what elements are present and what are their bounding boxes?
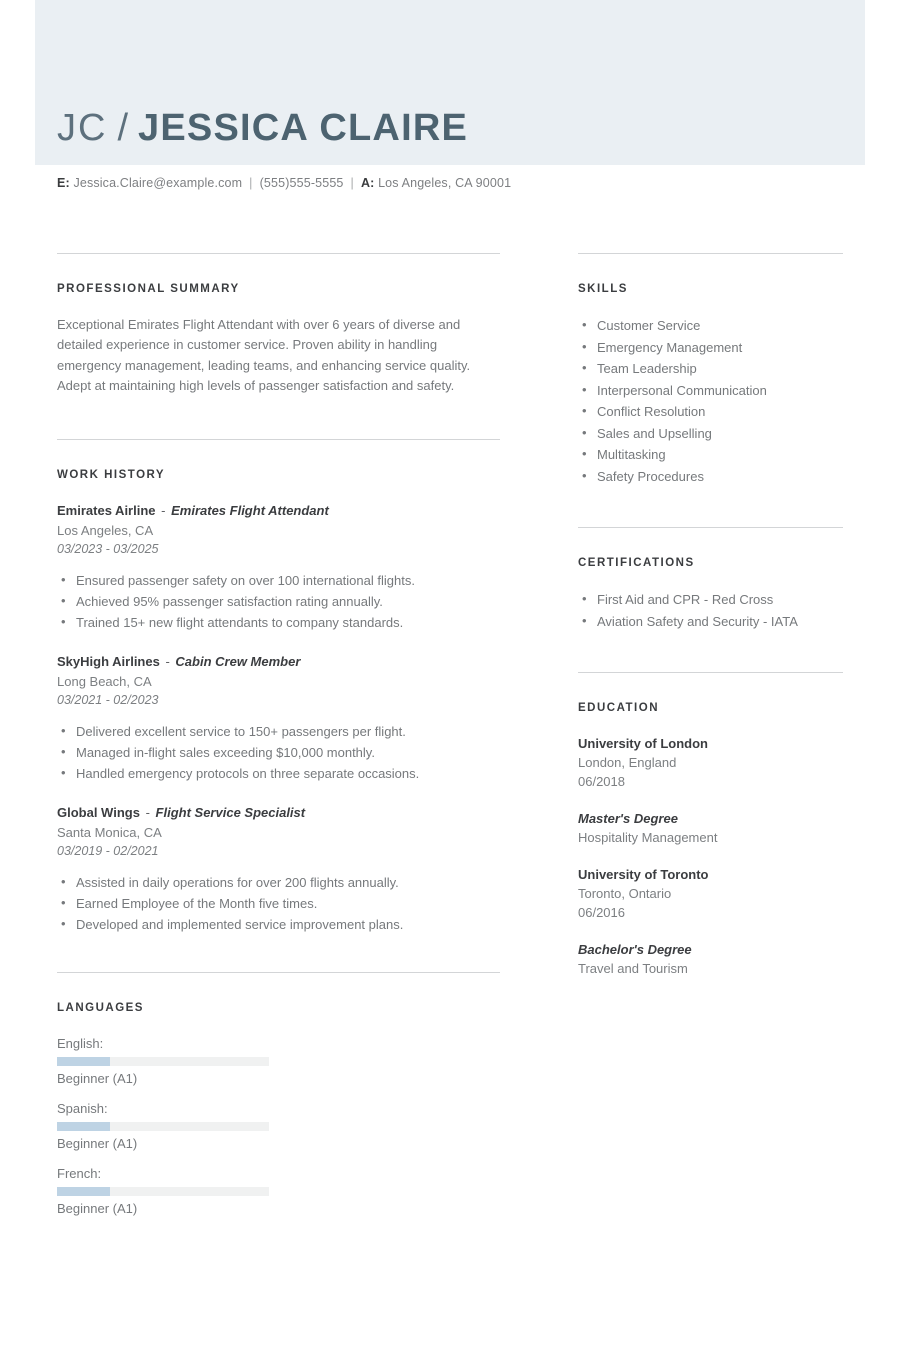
languages-grid — [57, 1034, 500, 1229]
name-separator-slash: / — [117, 107, 129, 149]
work-bullet: • Handled emergency protocols on three separate occasions. — [57, 763, 500, 784]
work-bullet: • Ensured passenger safety on over 100 international flights. — [57, 570, 500, 591]
work-bullet: • Trained 15+ new flight attendants to company standards. — [57, 612, 500, 633]
skills-list — [578, 315, 843, 487]
right-column — [578, 253, 843, 996]
work-company: SkyHigh Airlines — [57, 653, 160, 669]
work-bullet-list — [57, 570, 500, 633]
language-proficiency-fill — [57, 1187, 110, 1196]
work-entry-heading — [57, 501, 500, 520]
work-bullet: • Achieved 95% passenger satisfaction rating annually. — [57, 591, 500, 612]
section-professional-summary — [57, 253, 500, 397]
language-item — [57, 1099, 269, 1154]
section-education — [578, 672, 843, 978]
section-title-languages: LANGUAGES — [57, 1001, 144, 1014]
email-label: E: — [57, 176, 70, 190]
education-place: Toronto, Ontario — [578, 886, 672, 901]
section-title-professional-summary: PROFESSIONAL SUMMARY — [57, 283, 240, 295]
contact-separator-1: | — [249, 176, 253, 190]
section-certifications — [578, 527, 843, 632]
skill-item: • Conflict Resolution — [578, 401, 843, 423]
language-name: Spanish: — [57, 1100, 108, 1116]
education-school: University of London — [578, 736, 708, 751]
work-bullet: • Managed in-flight sales exceeding $10,000 monthly. — [57, 742, 500, 763]
education-entry — [578, 865, 843, 922]
work-job-title: Emirates Flight Attendant — [171, 502, 329, 518]
work-bullet-list — [57, 721, 500, 784]
section-divider — [57, 439, 500, 440]
education-place: London, England — [578, 755, 677, 770]
language-item — [57, 1164, 269, 1219]
work-company: Emirates Airline — [57, 502, 156, 518]
work-location: Santa Monica, CA — [57, 824, 162, 840]
skill-item: • Team Leadership — [578, 358, 843, 380]
language-level: Beginner (A1) — [57, 1200, 138, 1216]
skill-item: • Customer Service — [578, 315, 843, 337]
work-location: Los Angeles, CA — [57, 522, 154, 538]
work-location: Long Beach, CA — [57, 673, 152, 689]
email-value: Jessica.Claire@example.com — [73, 176, 243, 190]
left-column — [57, 253, 500, 1229]
education-date: 06/2018 — [578, 774, 625, 789]
section-title-certifications: CERTIFICATIONS — [578, 557, 695, 569]
work-dates: 03/2019 - 02/2021 — [57, 843, 159, 858]
skill-item: • Sales and Upselling — [578, 423, 843, 445]
header-band — [35, 0, 865, 165]
section-divider — [57, 972, 500, 973]
education-degree: Master's Degree — [578, 811, 678, 826]
work-dates: 03/2021 - 02/2023 — [57, 692, 159, 707]
skill-item: • Safety Procedures — [578, 466, 843, 488]
contact-separator-2: | — [350, 176, 354, 190]
section-work-history — [57, 439, 500, 935]
work-heading-dash: - — [165, 653, 170, 669]
certifications-list — [578, 589, 843, 632]
section-title-education: EDUCATION — [578, 702, 660, 714]
language-level: Beginner (A1) — [57, 1070, 138, 1086]
contact-line — [57, 176, 511, 190]
candidate-full-name: JESSICA CLAIRE — [138, 107, 469, 149]
education-entry — [578, 734, 843, 791]
education-field: Travel and Tourism — [578, 961, 688, 976]
education-entry — [578, 809, 843, 847]
language-item — [57, 1034, 269, 1089]
section-divider — [578, 527, 843, 528]
language-proficiency-bar — [57, 1122, 269, 1131]
work-job-title: Flight Service Specialist — [155, 804, 306, 820]
name-heading — [57, 109, 468, 147]
work-entry-heading — [57, 652, 500, 671]
work-bullet: • Developed and implemented service improvement plans. — [57, 914, 500, 935]
work-entry — [57, 803, 500, 935]
work-bullet: • Assisted in daily operations for over 200 flights annually. — [57, 872, 500, 893]
language-name: English: — [57, 1035, 104, 1051]
skill-item: • Multitasking — [578, 444, 843, 466]
section-skills — [578, 253, 843, 487]
work-entry-heading — [57, 803, 500, 822]
education-date: 06/2016 — [578, 905, 625, 920]
work-bullet-list — [57, 872, 500, 935]
certification-item: • Aviation Safety and Security - IATA — [578, 611, 843, 633]
work-entry — [57, 501, 500, 633]
language-proficiency-bar — [57, 1187, 269, 1196]
education-school: University of Toronto — [578, 867, 709, 882]
professional-summary-text: Exceptional Emirates Flight Attendant with over 6 years of diverse and detailed experience in customer service. Proven ability in handling emergency management, leading teams, and enhancing service quality. Adept at maintaining high levels of passenger satisfaction and safety. — [57, 317, 471, 394]
section-title-skills: SKILLS — [578, 283, 628, 295]
section-divider — [57, 253, 500, 254]
section-divider — [578, 672, 843, 673]
skill-item: • Interpersonal Communication — [578, 380, 843, 402]
work-entry — [57, 652, 500, 784]
language-proficiency-bar — [57, 1057, 269, 1066]
work-job-title: Cabin Crew Member — [175, 653, 301, 669]
work-heading-dash: - — [161, 502, 166, 518]
skill-item: • Emergency Management — [578, 337, 843, 359]
work-bullet: • Earned Employee of the Month five times. — [57, 893, 500, 914]
language-proficiency-fill — [57, 1122, 110, 1131]
work-company: Global Wings — [57, 804, 140, 820]
work-dates: 03/2023 - 03/2025 — [57, 541, 159, 556]
section-title-work-history: WORK HISTORY — [57, 468, 166, 481]
language-name: French: — [57, 1165, 102, 1181]
section-languages — [57, 972, 500, 1229]
language-level: Beginner (A1) — [57, 1135, 138, 1151]
phone-value: (555)555-5555 — [259, 176, 344, 190]
education-degree: Bachelor's Degree — [578, 942, 692, 957]
education-field: Hospitality Management — [578, 830, 718, 845]
section-divider — [578, 253, 843, 254]
work-heading-dash: - — [145, 804, 150, 820]
address-label: A: — [360, 176, 375, 190]
address-value: Los Angeles, CA 90001 — [378, 176, 512, 190]
language-proficiency-fill — [57, 1057, 110, 1066]
initials-monogram: JC — [57, 107, 108, 149]
work-bullet: • Delivered excellent service to 150+ passengers per flight. — [57, 721, 500, 742]
certification-item: • First Aid and CPR - Red Cross — [578, 589, 843, 611]
education-entry — [578, 940, 843, 978]
